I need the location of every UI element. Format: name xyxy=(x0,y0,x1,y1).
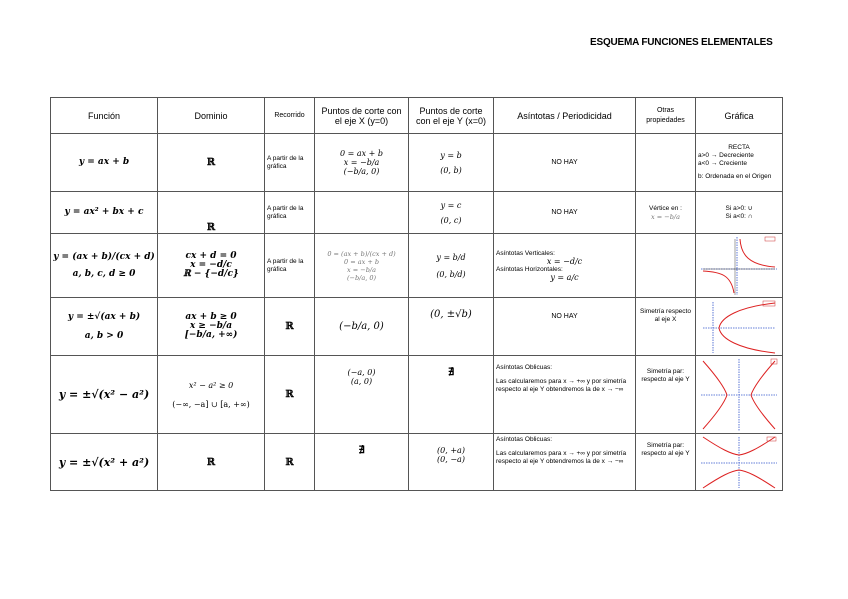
domain-line: cx + d = 0 xyxy=(185,251,237,261)
header-funcion: Función xyxy=(51,98,158,134)
domain-line: ℝ − {−d/c} xyxy=(183,269,239,279)
graph-text: a>0 → Decreciente xyxy=(698,152,754,159)
header-dominio: Dominio xyxy=(158,98,265,134)
domain-value xyxy=(158,234,265,298)
function-formula: y = ±√(x² − a²) xyxy=(51,356,158,434)
header-corte-x: Puntos de corte con el eje X (y=0) xyxy=(315,98,409,134)
y-intercept: (0, ±√b) xyxy=(409,298,494,356)
function-line: y = (ax + b)/(cx + d) xyxy=(53,251,155,262)
function-formula: y = ±√(x² + a²) xyxy=(51,434,158,491)
function-condition: a, b > 0 xyxy=(84,330,124,341)
graph-description xyxy=(696,134,783,192)
x-intercept-line: (−b/a, 0) xyxy=(346,273,376,282)
domain-value: ℝ xyxy=(158,434,265,491)
x-intercept: ∄ xyxy=(315,434,409,491)
other-properties: Simetría par: respecto al eje Y xyxy=(636,356,696,434)
function-formula: y = ax + b xyxy=(51,134,158,192)
domain-line: ax + b ≥ 0 xyxy=(185,312,237,322)
range-value: A partir de la gráfica xyxy=(265,192,315,234)
function-condition: a, b, c, d ≥ 0 xyxy=(72,268,136,279)
y-intercept: ∄ xyxy=(409,356,494,434)
graph-cell xyxy=(696,356,783,434)
domain-value: ℝ xyxy=(158,192,265,234)
domain-line: (−∞, −a] ∪ [a, +∞) xyxy=(172,399,250,409)
domain-value xyxy=(158,298,265,356)
x-intercept-line: x = −b/a xyxy=(343,158,380,167)
function-line: y = ±√(ax + b) xyxy=(67,311,141,322)
other-properties xyxy=(636,234,696,298)
x-intercept-line: 0 = ax + b xyxy=(339,149,384,158)
y-intercept-line: y = b/d xyxy=(436,252,466,262)
x-intercept xyxy=(315,356,409,434)
asymptote-line: Las calcularemos para x → +∞ y por simetría respecto al eje Y obtendremos la de x → −∞ xyxy=(496,378,627,393)
sqrt-parabola-graph xyxy=(699,299,779,355)
y-intercept-line: y = b xyxy=(440,150,462,160)
graph-text: Si a<0: ∩ xyxy=(725,212,753,220)
asymptote-line: Asíntotas Verticales: xyxy=(496,249,555,257)
hyperbola-graph xyxy=(699,235,779,297)
domain-value xyxy=(158,356,265,434)
domain-line: x² − a² ≥ 0 xyxy=(188,380,234,390)
range-value: ℝ xyxy=(265,298,315,356)
asymptote-line: Asíntotas Oblicuas: xyxy=(496,436,552,443)
asymptotes xyxy=(494,356,636,434)
x-intercept-line: (−a, 0) xyxy=(347,368,376,377)
asymptote-line: Asíntotas Oblicuas: xyxy=(496,364,552,371)
x-intercept xyxy=(315,234,409,298)
asymptote-line: Asíntotas Horizontales: xyxy=(496,265,563,273)
y-intercept-line: (0, +a) xyxy=(437,446,465,455)
graph-text: Si a>0: ∪ xyxy=(725,204,753,212)
graph-cell xyxy=(696,298,783,356)
function-formula xyxy=(51,298,158,356)
x-intercept xyxy=(315,134,409,192)
domain-line: [−b/a, +∞) xyxy=(184,330,238,340)
graph-cell xyxy=(696,234,783,298)
table-row xyxy=(51,192,783,234)
other-properties xyxy=(636,134,696,192)
range-value: ℝ xyxy=(265,356,315,434)
page-title: ESQUEMA FUNCIONES ELEMENTALES xyxy=(590,37,773,48)
asymptotes xyxy=(494,434,636,491)
y-intercept-line: (0, b/d) xyxy=(436,269,466,279)
range-value: A partir de la gráfica xyxy=(265,134,315,192)
header-asintotas: Asíntotas / Periodicidad xyxy=(494,98,636,134)
other-properties: Simetría respecto al eje X xyxy=(636,298,696,356)
asymptote-line: x = −d/c xyxy=(546,256,583,266)
graph-text: RECTA xyxy=(728,144,750,151)
table-row xyxy=(51,134,783,192)
x-intercept-line: 0 = ax + b xyxy=(344,257,379,266)
table-row xyxy=(51,356,783,434)
y-intercept-line: (0, −a) xyxy=(437,455,465,464)
hyperbola-y-graph xyxy=(699,435,779,490)
domain-line: x = −d/c xyxy=(190,260,232,270)
y-intercept xyxy=(409,434,494,491)
y-intercept-line: (0, c) xyxy=(440,215,462,225)
header-corte-y: Puntos de corte con el eje Y (x=0) xyxy=(409,98,494,134)
range-value: A partir de la gráfica xyxy=(265,234,315,298)
y-intercept xyxy=(409,134,494,192)
hyperbola-x-graph xyxy=(699,357,779,433)
x-intercept-line: x = −b/a xyxy=(347,265,376,274)
asymptote-line: y = a/c xyxy=(550,272,579,282)
other-properties: Simetría par: respecto al eje Y xyxy=(636,434,696,491)
x-intercept xyxy=(315,192,409,234)
other-properties xyxy=(636,192,696,234)
asymptotes xyxy=(494,234,636,298)
graph-text: a<0 → Creciente xyxy=(698,160,747,167)
x-intercept-line: (−b/a, 0) xyxy=(343,167,380,176)
domain-value: ℝ xyxy=(158,134,265,192)
header-row xyxy=(51,98,783,134)
y-intercept xyxy=(409,234,494,298)
x-intercept: (−b/a, 0) xyxy=(315,298,409,356)
other-text: x = −b/a xyxy=(651,212,680,221)
table-row xyxy=(51,298,783,356)
function-formula: y = ax² + bx + c xyxy=(51,192,158,234)
domain-line: x ≥ −b/a xyxy=(189,321,233,331)
graph-description xyxy=(696,192,783,234)
header-otras: Otras propiedades xyxy=(636,98,696,134)
y-intercept-line: (0, b) xyxy=(440,165,462,175)
x-intercept-line: (a, 0) xyxy=(350,377,373,386)
table-row xyxy=(51,434,783,491)
asymptotes: NO HAY xyxy=(494,298,636,356)
asymptote-line: Las calcularemos para x → +∞ y por simetría respecto al eje Y obtendremos la de x → −∞ xyxy=(496,450,627,465)
graph-cell xyxy=(696,434,783,491)
other-text: Vértice en : xyxy=(649,204,682,212)
asymptotes: NO HAY xyxy=(494,192,636,234)
header-recorrido: Recorrido xyxy=(265,98,315,134)
function-formula xyxy=(51,234,158,298)
range-value: ℝ xyxy=(265,434,315,491)
header-grafica: Gráfica xyxy=(696,98,783,134)
functions-table xyxy=(50,97,783,491)
y-intercept xyxy=(409,192,494,234)
graph-text: b: Ordenada en el Origen xyxy=(698,173,772,180)
asymptotes: NO HAY xyxy=(494,134,636,192)
x-intercept-line: 0 = (ax + b)/(cx + d) xyxy=(327,249,396,258)
table-row xyxy=(51,234,783,298)
y-intercept-line: y = c xyxy=(440,200,462,210)
